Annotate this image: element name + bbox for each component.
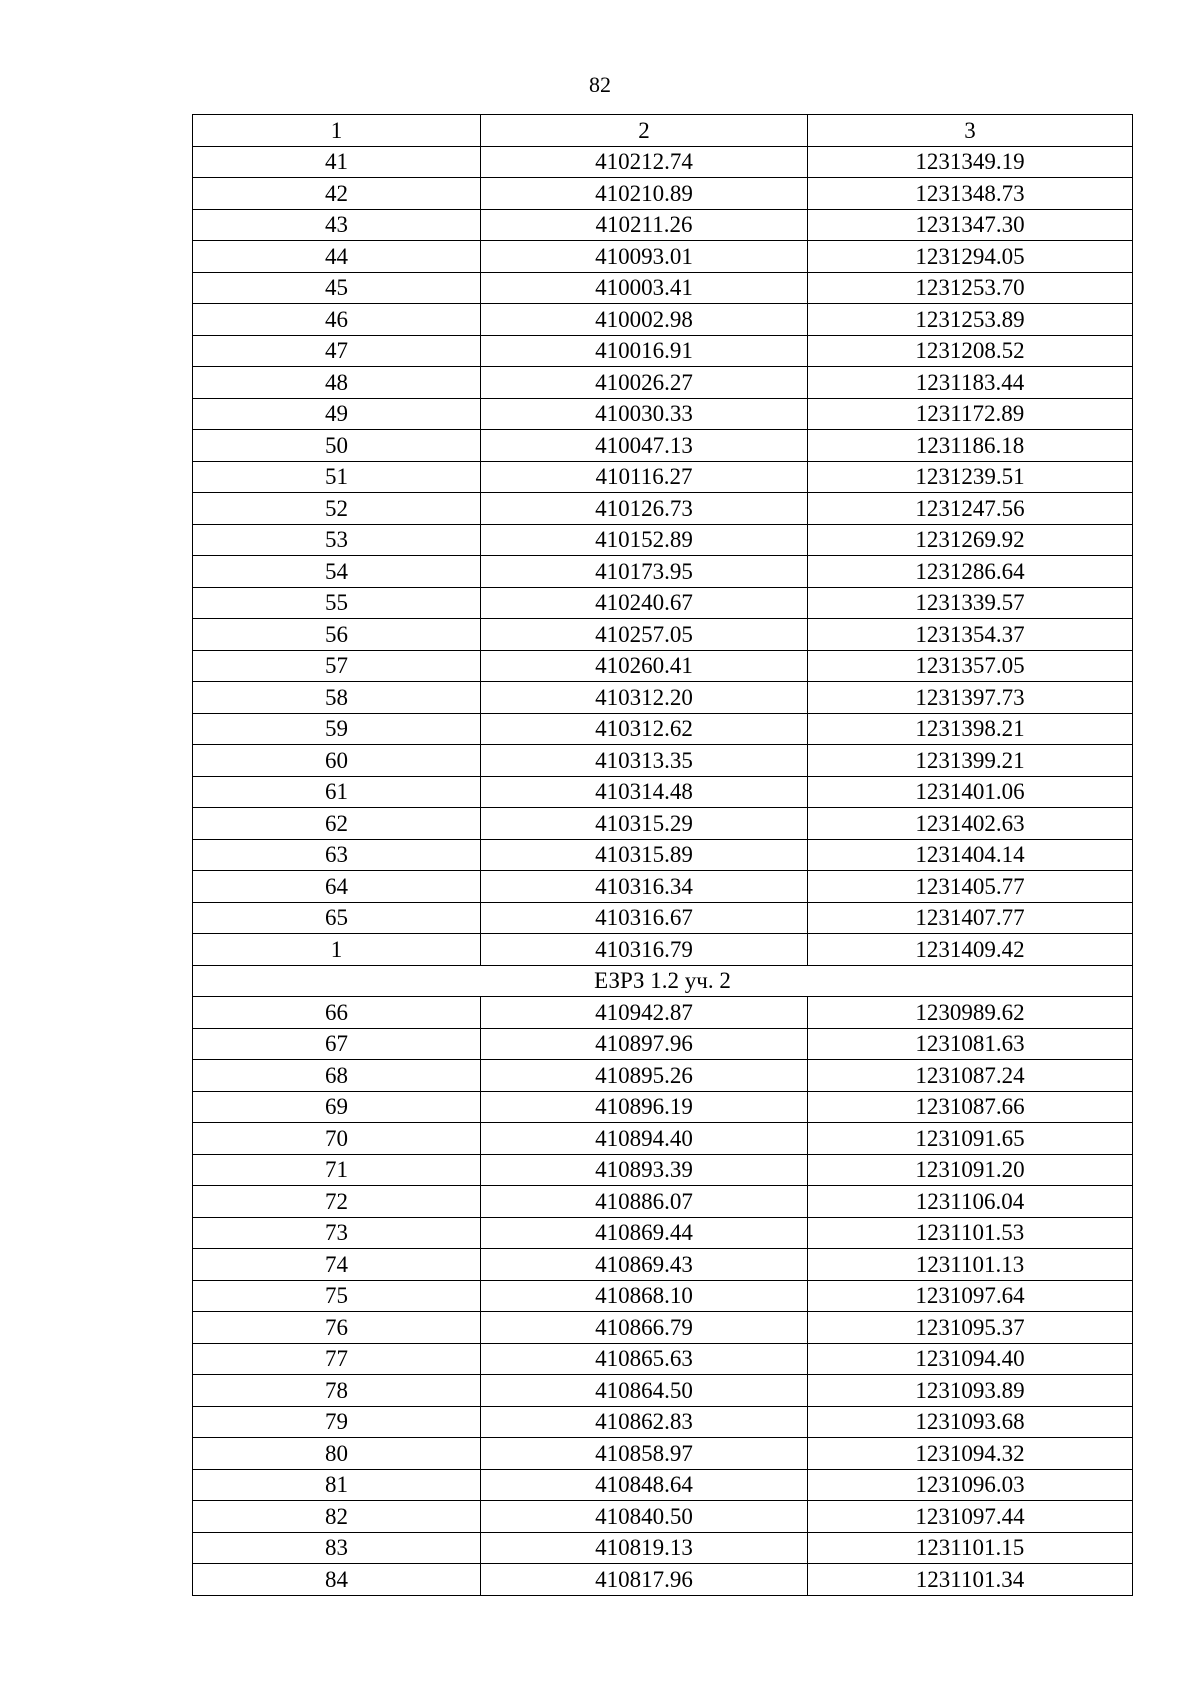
table-row [193,745,1133,777]
coordinate-x-cell: 410257.05 [481,619,808,651]
coordinate-y-cell: 1231347.30 [808,209,1133,241]
coordinate-y-cell: 1231253.89 [808,304,1133,336]
table-row [193,997,1133,1029]
coordinate-x-cell: 410210.89 [481,178,808,210]
point-number-cell: 84 [193,1564,481,1596]
point-number-cell: 56 [193,619,481,651]
point-number-cell: 81 [193,1469,481,1501]
table-row [193,776,1133,808]
coordinate-y-cell: 1231239.51 [808,461,1133,493]
coordinate-y-cell: 1231186.18 [808,430,1133,462]
table-row [193,871,1133,903]
coordinate-y-cell: 1231253.70 [808,272,1133,304]
coordinate-x-cell: 410026.27 [481,367,808,399]
table-row [193,1028,1133,1060]
coordinate-x-cell: 410047.13 [481,430,808,462]
coordinate-x-cell: 410316.34 [481,871,808,903]
point-number-cell: 76 [193,1312,481,1344]
point-number-cell: 41 [193,146,481,178]
coordinates-table [192,114,1133,1596]
coordinate-x-cell: 410819.13 [481,1532,808,1564]
coordinate-x-cell: 410864.50 [481,1375,808,1407]
coordinate-x-cell: 410862.83 [481,1406,808,1438]
table-row [193,367,1133,399]
point-number-cell: 46 [193,304,481,336]
point-number-cell: 43 [193,209,481,241]
coordinate-x-cell: 410030.33 [481,398,808,430]
coordinate-y-cell: 1231091.65 [808,1123,1133,1155]
coordinate-x-cell: 410312.20 [481,682,808,714]
coordinate-x-cell: 410858.97 [481,1438,808,1470]
point-number-cell: 44 [193,241,481,273]
table-row [193,430,1133,462]
point-number-cell: 67 [193,1028,481,1060]
coordinate-x-cell: 410003.41 [481,272,808,304]
point-number-cell: 50 [193,430,481,462]
table-row [193,178,1133,210]
point-number-cell: 75 [193,1280,481,1312]
point-number-cell: 59 [193,713,481,745]
coordinate-y-cell: 1231101.34 [808,1564,1133,1596]
table-row [193,682,1133,714]
coordinate-y-cell: 1231294.05 [808,241,1133,273]
point-number-cell: 70 [193,1123,481,1155]
table-row [193,1091,1133,1123]
coordinate-y-cell: 1231101.13 [808,1249,1133,1281]
coordinate-y-cell: 1231095.37 [808,1312,1133,1344]
coordinate-y-cell: 1231106.04 [808,1186,1133,1218]
column-header: 3 [808,115,1133,147]
coordinate-y-cell: 1231247.56 [808,493,1133,525]
table-row [193,1060,1133,1092]
coordinate-y-cell: 1231409.42 [808,934,1133,966]
coordinates-table-body [193,115,1133,1596]
coordinate-y-cell: 1231404.14 [808,839,1133,871]
coordinate-y-cell: 1231348.73 [808,178,1133,210]
table-row [193,146,1133,178]
coordinate-x-cell: 410896.19 [481,1091,808,1123]
point-number-cell: 55 [193,587,481,619]
coordinate-x-cell: 410126.73 [481,493,808,525]
point-number-cell: 48 [193,367,481,399]
coordinate-x-cell: 410893.39 [481,1154,808,1186]
coordinate-x-cell: 410116.27 [481,461,808,493]
point-number-cell: 1 [193,934,481,966]
coordinate-y-cell: 1231269.92 [808,524,1133,556]
table-row [193,1280,1133,1312]
table-row [193,619,1133,651]
coordinate-y-cell: 1231172.89 [808,398,1133,430]
page-number: 82 [589,72,611,97]
coordinate-y-cell: 1231091.20 [808,1154,1133,1186]
table-row [193,650,1133,682]
coordinate-y-cell: 1230989.62 [808,997,1133,1029]
coordinate-x-cell: 410313.35 [481,745,808,777]
coordinate-x-cell: 410866.79 [481,1312,808,1344]
table-row [193,1406,1133,1438]
coordinate-y-cell: 1231093.68 [808,1406,1133,1438]
point-number-cell: 78 [193,1375,481,1407]
coordinate-x-cell: 410869.43 [481,1249,808,1281]
table-row [193,209,1133,241]
coordinate-x-cell: 410865.63 [481,1343,808,1375]
coordinate-y-cell: 1231097.64 [808,1280,1133,1312]
coordinate-x-cell: 410886.07 [481,1186,808,1218]
point-number-cell: 82 [193,1501,481,1533]
point-number-cell: 69 [193,1091,481,1123]
coordinate-y-cell: 1231399.21 [808,745,1133,777]
point-number-cell: 79 [193,1406,481,1438]
table-row [193,713,1133,745]
point-number-cell: 62 [193,808,481,840]
coordinate-y-cell: 1231398.21 [808,713,1133,745]
coordinate-x-cell: 410869.44 [481,1217,808,1249]
coordinate-y-cell: 1231397.73 [808,682,1133,714]
table-row [193,902,1133,934]
point-number-cell: 57 [193,650,481,682]
coordinate-x-cell: 410002.98 [481,304,808,336]
table-row [193,524,1133,556]
coordinate-x-cell: 410895.26 [481,1060,808,1092]
table-row [193,934,1133,966]
coordinate-y-cell: 1231286.64 [808,556,1133,588]
coordinate-x-cell: 410212.74 [481,146,808,178]
point-number-cell: 45 [193,272,481,304]
point-number-cell: 58 [193,682,481,714]
coordinate-x-cell: 410315.89 [481,839,808,871]
coordinate-y-cell: 1231407.77 [808,902,1133,934]
coordinate-x-cell: 410840.50 [481,1501,808,1533]
point-number-cell: 64 [193,871,481,903]
table-row [193,1312,1133,1344]
column-header: 2 [481,115,808,147]
coordinate-y-cell: 1231094.40 [808,1343,1133,1375]
point-number-cell: 66 [193,997,481,1029]
table-row [193,1564,1133,1596]
point-number-cell: 49 [193,398,481,430]
coordinate-y-cell: 1231087.24 [808,1060,1133,1092]
table-row [193,1217,1133,1249]
table-row [193,241,1133,273]
table-row [193,461,1133,493]
coordinate-y-cell: 1231354.37 [808,619,1133,651]
table-row [193,272,1133,304]
coordinate-x-cell: 410211.26 [481,209,808,241]
coordinate-x-cell: 410817.96 [481,1564,808,1596]
coordinate-x-cell: 410316.79 [481,934,808,966]
coordinate-y-cell: 1231183.44 [808,367,1133,399]
table-row [193,587,1133,619]
point-number-cell: 77 [193,1343,481,1375]
coordinate-x-cell: 410093.01 [481,241,808,273]
coordinate-x-cell: 410240.67 [481,587,808,619]
coordinate-y-cell: 1231402.63 [808,808,1133,840]
table-row [193,1249,1133,1281]
table-row [193,335,1133,367]
coordinate-x-cell: 410314.48 [481,776,808,808]
coordinate-x-cell: 410315.29 [481,808,808,840]
coordinate-y-cell: 1231097.44 [808,1501,1133,1533]
point-number-cell: 68 [193,1060,481,1092]
point-number-cell: 61 [193,776,481,808]
point-number-cell: 73 [193,1217,481,1249]
table-row [193,1375,1133,1407]
coordinate-y-cell: 1231357.05 [808,650,1133,682]
coordinate-y-cell: 1231405.77 [808,871,1133,903]
table-row [193,1438,1133,1470]
table-row [193,808,1133,840]
coordinate-x-cell: 410942.87 [481,997,808,1029]
coordinate-y-cell: 1231208.52 [808,335,1133,367]
coordinate-y-cell: 1231401.06 [808,776,1133,808]
coordinate-x-cell: 410016.91 [481,335,808,367]
coordinate-x-cell: 410260.41 [481,650,808,682]
point-number-cell: 47 [193,335,481,367]
table-row [193,839,1133,871]
point-number-cell: 74 [193,1249,481,1281]
point-number-cell: 71 [193,1154,481,1186]
table-row [193,493,1133,525]
point-number-cell: 54 [193,556,481,588]
coordinate-y-cell: 1231101.15 [808,1532,1133,1564]
point-number-cell: 52 [193,493,481,525]
coordinate-y-cell: 1231339.57 [808,587,1133,619]
coordinate-y-cell: 1231096.03 [808,1469,1133,1501]
coordinate-x-cell: 410173.95 [481,556,808,588]
coordinate-y-cell: 1231094.32 [808,1438,1133,1470]
coordinate-y-cell: 1231093.89 [808,1375,1133,1407]
coordinate-y-cell: 1231101.53 [808,1217,1133,1249]
table-row [193,1469,1133,1501]
point-number-cell: 42 [193,178,481,210]
table-row [193,1532,1133,1564]
table-row [193,1343,1133,1375]
coordinate-y-cell: 1231087.66 [808,1091,1133,1123]
coordinate-x-cell: 410868.10 [481,1280,808,1312]
table-row [193,556,1133,588]
coordinate-x-cell: 410848.64 [481,1469,808,1501]
coordinate-x-cell: 410316.67 [481,902,808,934]
table-row [193,1501,1133,1533]
coordinate-y-cell: 1231081.63 [808,1028,1133,1060]
table-row [193,1123,1133,1155]
coordinate-x-cell: 410152.89 [481,524,808,556]
section-title: ЕЗРЗ 1.2 уч. 2 [193,965,1133,997]
column-header: 1 [193,115,481,147]
coordinate-y-cell: 1231349.19 [808,146,1133,178]
table-row [193,398,1133,430]
coordinate-x-cell: 410894.40 [481,1123,808,1155]
table-row [193,1154,1133,1186]
section-title-row [193,965,1133,997]
point-number-cell: 65 [193,902,481,934]
table-header-row [193,115,1133,147]
table-row [193,1186,1133,1218]
point-number-cell: 83 [193,1532,481,1564]
point-number-cell: 51 [193,461,481,493]
point-number-cell: 80 [193,1438,481,1470]
point-number-cell: 53 [193,524,481,556]
coordinate-x-cell: 410897.96 [481,1028,808,1060]
coordinate-x-cell: 410312.62 [481,713,808,745]
point-number-cell: 72 [193,1186,481,1218]
table-row [193,304,1133,336]
point-number-cell: 63 [193,839,481,871]
point-number-cell: 60 [193,745,481,777]
